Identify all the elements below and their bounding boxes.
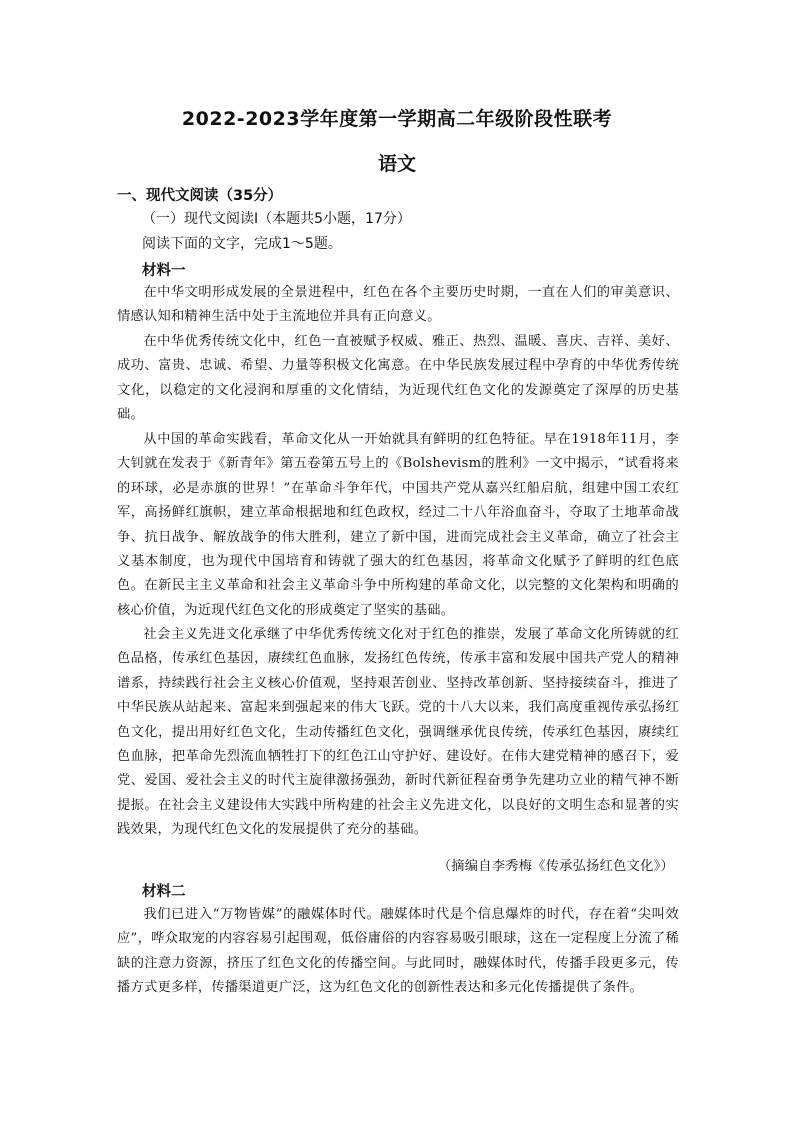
section-heading: 一、现代文阅读（35分）: [117, 188, 283, 204]
material-two-paragraph: 我们已进入“万物皆媒”的融媒体时代。融媒体时代是个信息爆炸的时代，存在着“尖叫效应”，哗众取宠的内容容易引起围观，低俗庸俗的内容容易吸引眼球，这在一定程度上分流了稀缺的注意力资源，挤压了红色文化的传播空间。与此同时，融媒体时代，传播手段更多元，传播方式更多样，传播渠道更广泛，这为红色文化的创新性表达和多元化传播提供了条件。: [117, 907, 679, 996]
material-one-source: （摘编自李秀梅《传承弘扬红色文化》）: [437, 859, 674, 874]
reading-instruction: 阅读下面的文字，完成1～5题。: [142, 236, 342, 252]
material-one-paragraph: 社会主义先进文化承继了中华优秀传统文化对于红色的推崇，发展了革命文化所铸就的红色品格，传承红色基因，赓续红色血脉，发扬红色传统，传承丰富和发展中国共产党人的精神谱系，持续践行社会主义核心价值观，坚持艰苦创业、坚持改革创新、坚持接续奋斗，推进了中华民族从站起来、富起来到强起来的伟大飞跃。党的十八大以来，我们高度重视传承弘扬红色文化，提出用好红色文化，生动传播红色文化，强调继承优良传统，传承红色基因，赓续红色血脉，把革命先烈流血牺牲打下的红色江山守护好、建设好。在伟大建党精神的感召下，爱党、爱国、爱社会主义的时代主旋律激扬强劲，新时代新征程奋勇争先建功立业的精气神不断提振。在社会主义建设伟大实践中所构建的社会主义先进文化，以良好的文明生态和显著的实践效果，为现代红色文化的发展提供了充分的基础。: [117, 627, 679, 838]
material-one-paragraph: 在中华优秀传统文化中，红色一直被赋予权威、雅正、热烈、温暖、喜庆、吉祥、美好、成功、富贵、忠诚、希望、力量等积极文化寓意。在中华民族发展过程中孕育的中华优秀传统文化，以稳定的文化浸润和厚重的文化情结，为近现代红色文化的发源奠定了深厚的历史基础。: [117, 334, 679, 423]
section-subheading: （一）现代文阅读Ⅰ（本题共5小题，17分）: [142, 211, 411, 227]
material-one-paragraph: 从中国的革命实践看，革命文化从一开始就具有鲜明的红色特征。早在1918年11月，李大钊就在发表于《新青年》第五卷第五号上的《Bolshevism的胜利》一文中揭示，“试看将来的环球，必是赤旗的世界！”在革命斗争年代，中国共产党从嘉兴红船启航，组建中国工农红军，高扬鲜红旗帜，建立革命根据地和红色政权，经过二十八年浴血奋斗，夺取了土地革命战争、抗日战争、解放战争的伟大胜利，建立了新中国，进而完成社会主义革命，确立了社会主义基本制度，也为现代中国培育和铸就了强大的红色基因，将革命文化赋予了鲜明的红色底色。在新民主主义革命和社会主义革命斗争中所构建的革命文化，以完整的文化架构和明确的核心价值，为近现代红色文化的形成奠定了坚实的基础。: [117, 432, 679, 618]
material-one-label: 材料一: [142, 263, 186, 279]
material-one-paragraph: 在中华文明形成发展的全景进程中，红色在各个主要历史时期，一直在人们的审美意识、情感认知和精神生活中处于主流地位并具有正向意义。: [117, 285, 679, 325]
material-two-label: 材料二: [142, 884, 186, 900]
subject-title: 语文: [377, 153, 416, 175]
exam-title: 2022-2023学年度第一学期高二年级阶段性联考: [181, 108, 613, 130]
